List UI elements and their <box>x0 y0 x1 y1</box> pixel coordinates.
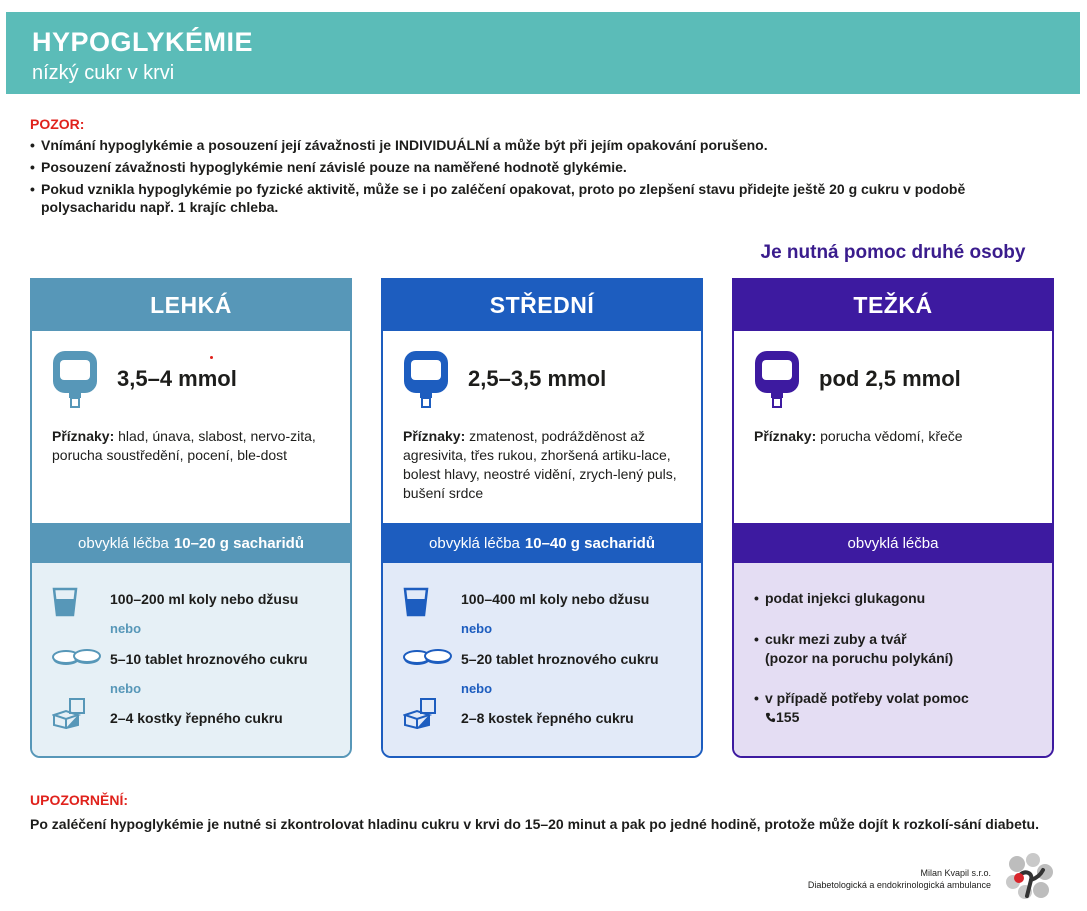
option-juice: 100–400 ml koly nebo džusu <box>461 591 650 607</box>
treatment-options <box>32 563 350 758</box>
warning-item: • Vnímání hypoglykémie a posouzení její závažnosti je INDIVIDUÁLNÍ a může být při jejím opakování porušeno. <box>30 136 1055 154</box>
treatment-bar <box>383 523 701 563</box>
stray-dot <box>210 356 213 359</box>
warning-item: • Posouzení závažnosti hypoglykémie není závislé pouze na naměřené hodnotě glykémie. <box>30 158 1055 176</box>
glucometer-icon <box>52 350 98 408</box>
option-tablets: 5–10 tablet hroznového cukru <box>110 651 308 667</box>
glucose-reading <box>52 350 237 408</box>
glass-icon <box>403 587 429 617</box>
glucometer-icon <box>754 350 800 408</box>
clinic-name: Diabetologická a endokrinologická ambulance <box>807 880 991 890</box>
symptoms-text <box>754 427 1034 446</box>
warning-item: • Pokud vznikla hypoglykémie po fyzické aktivitě, může se i po zaléčení opakovat, proto po zlepšení stavu přidejte ještě 20 g cukru v podobě polysacharidu např. 1 krajíc chleba. <box>30 180 1055 216</box>
notice-text: Po zaléčení hypoglykémie je nutné si zkontrolovat hladinu cukru v krvi do 15–20 minut a pak po jedné hodině, protože může dojít k rozkolí-sání diabetu. <box>30 816 1039 832</box>
glucose-value: pod 2,5 mmol <box>819 366 961 391</box>
warning-list <box>30 136 1055 220</box>
symptoms-label: Příznaky: <box>754 428 817 444</box>
symptoms-text <box>403 427 683 503</box>
phone-line <box>765 708 969 727</box>
glucose-reading <box>403 350 606 408</box>
treatment-prefix: obvyklá léčba <box>847 534 939 552</box>
card-title: TEŽKÁ <box>734 280 1052 331</box>
treatment-options <box>383 563 701 758</box>
phone-number: 155 <box>776 709 800 725</box>
step-text: v případě potřeby volat pomoc <box>765 690 969 706</box>
title-banner <box>6 12 1080 94</box>
page-subtitle: nízký cukr v krvi <box>32 62 175 84</box>
phone-icon <box>765 712 776 723</box>
treatment-amount: 10–40 g sacharidů <box>524 534 655 552</box>
notice-heading: UPOZORNĚNÍ: <box>30 792 128 808</box>
glucose-value: 2,5–3,5 mmol <box>468 366 607 391</box>
step-text: cukr mezi zuby a tvář <box>765 631 907 647</box>
option-sugar-cubes: 2–8 kostek řepného cukru <box>461 710 634 726</box>
symptoms-list: porucha vědomí, křeče <box>820 428 963 444</box>
treatment-bar <box>32 523 350 563</box>
sugar-cubes-icon <box>403 697 439 729</box>
card-severe <box>732 278 1054 758</box>
sugar-cubes-icon <box>52 697 88 729</box>
treatment-step <box>754 589 925 608</box>
card-title: LEHKÁ <box>32 280 350 331</box>
symptoms-list: zmatenost, podrážděnost až agresivita, třes rukou, zhoršená artiku-lace, bolest hlavy, neostré vidění, zrych-lený puls, bušení srdce <box>403 428 677 501</box>
treatment-amount: 10–20 g sacharidů <box>173 534 304 552</box>
tablets-icon <box>403 646 453 668</box>
footer-credits <box>808 867 991 891</box>
warning-heading: POZOR: <box>30 116 85 132</box>
card-mild <box>30 278 352 758</box>
treatment-step <box>754 689 969 727</box>
company-name: Milan Kvapil s.r.o. <box>920 868 991 878</box>
treatment-prefix: obvyklá léčba <box>78 534 169 552</box>
or-label: nebo <box>110 621 142 636</box>
treatment-steps <box>734 563 1052 758</box>
option-sugar-cubes: 2–4 kostky řepného cukru <box>110 710 283 726</box>
card-moderate <box>381 278 703 758</box>
symptoms-label: Příznaky: <box>403 428 466 444</box>
tablets-icon <box>52 646 102 668</box>
treatment-prefix: obvyklá léčba <box>429 534 520 552</box>
symptoms-text <box>52 427 332 465</box>
symptoms-list: hlad, únava, slabost, nervo-zita, porucha soustředění, pocení, ble-dost <box>52 428 316 463</box>
treatment-step <box>754 630 953 668</box>
symptoms-label: Příznaky: <box>52 428 115 444</box>
or-label: nebo <box>461 621 493 636</box>
page-title: HYPOGLYKÉMIE <box>32 27 254 57</box>
glucose-reading <box>754 350 961 408</box>
clinic-logo-icon <box>1003 852 1055 902</box>
glass-icon <box>52 587 78 617</box>
card-title: STŘEDNÍ <box>383 280 701 331</box>
step-text: podat injekci glukagonu <box>765 590 926 606</box>
option-tablets: 5–20 tablet hroznového cukru <box>461 651 659 667</box>
step-note: (pozor na poruchu polykání) <box>765 650 954 666</box>
or-label: nebo <box>110 681 142 696</box>
treatment-bar <box>734 523 1052 563</box>
glucometer-icon <box>403 350 449 408</box>
glucose-value: 3,5–4 mmol <box>117 366 237 391</box>
help-required-note: Je nutná pomoc druhé osoby <box>760 242 1026 263</box>
option-juice: 100–200 ml koly nebo džusu <box>110 591 299 607</box>
or-label: nebo <box>461 681 493 696</box>
